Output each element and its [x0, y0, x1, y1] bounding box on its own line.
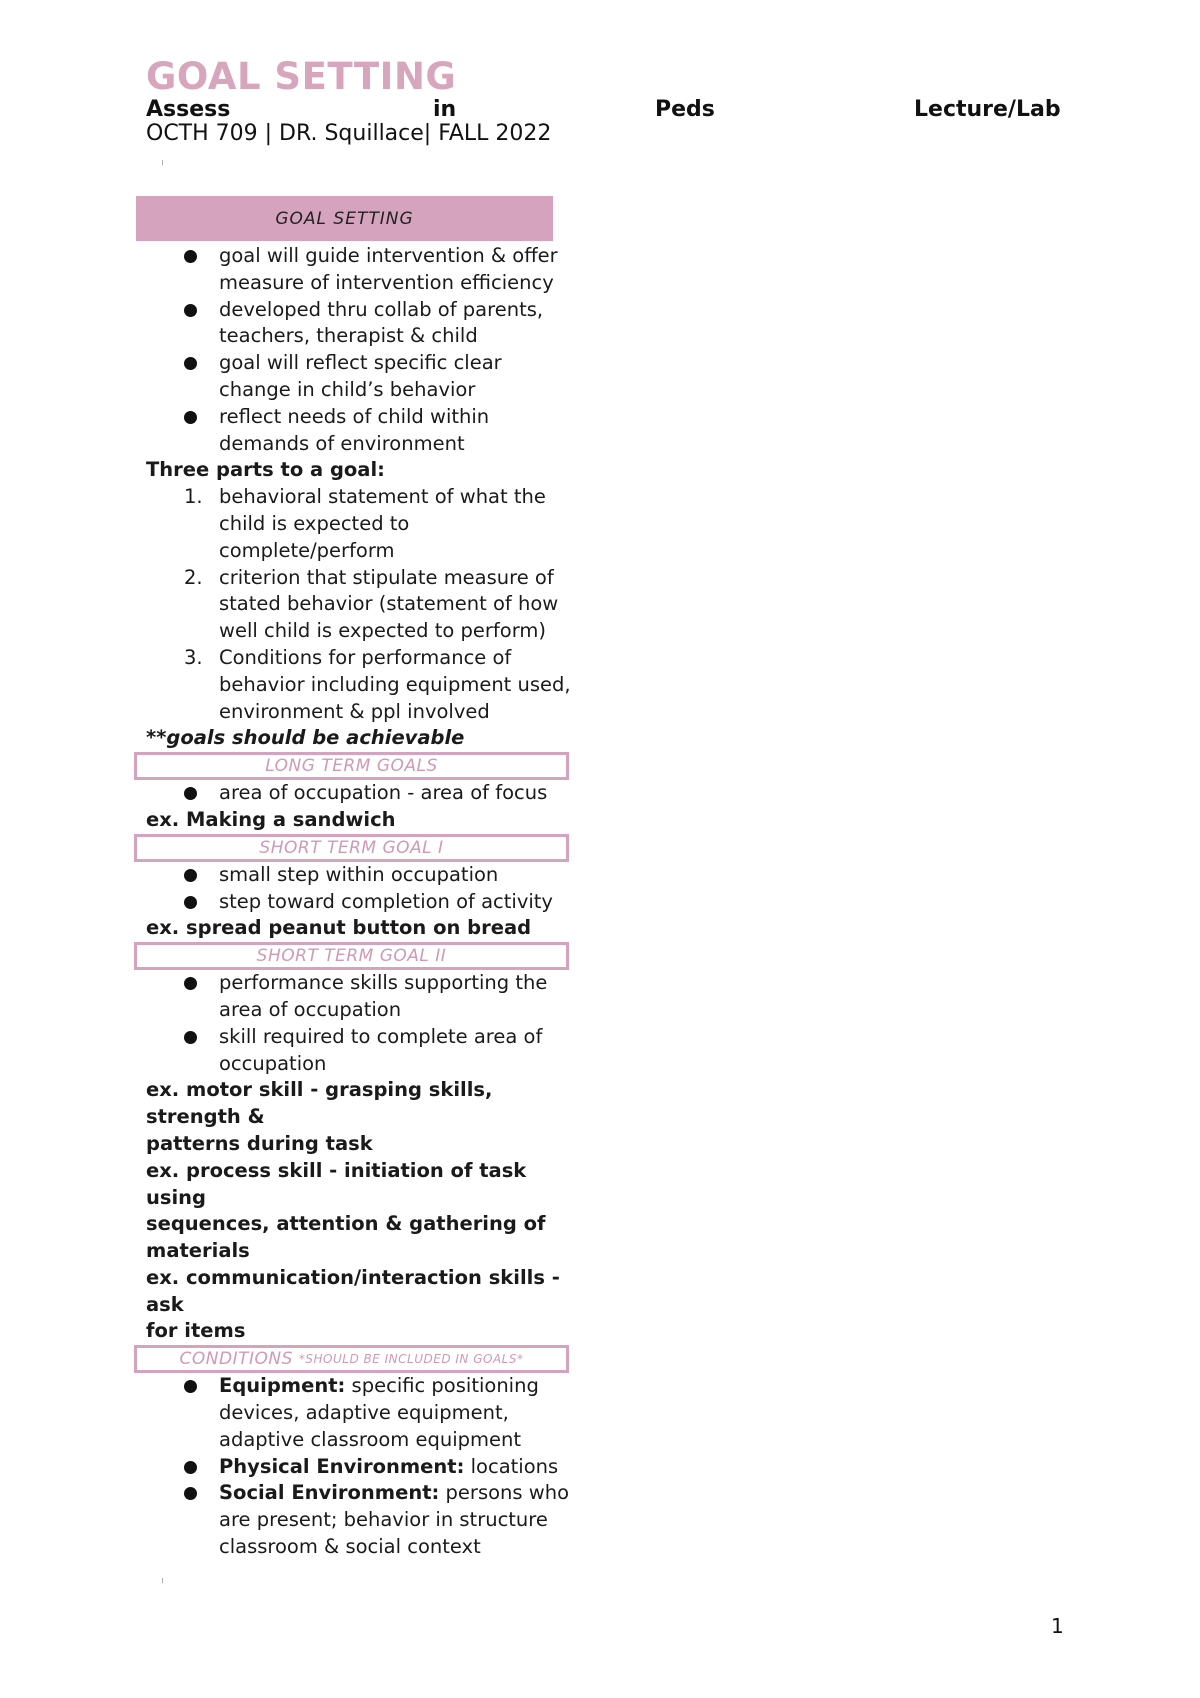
section-heading-short-term-goal-2: SHORT TERM GOAL II [134, 942, 569, 970]
notes-column [146, 196, 586, 1561]
document-title: GOAL SETTING [146, 55, 457, 98]
list-item: goal will guide intervention & offer measure of intervention efficiency [146, 243, 586, 297]
list-item: developed thru collab of parents, teachers, therapist & child [146, 297, 586, 351]
page-number: 1 [1051, 1614, 1064, 1638]
long-term-example: ex. Making a sandwich [146, 807, 396, 831]
conditions-bullets [146, 1373, 586, 1561]
short-term-1-example: ex. spread peanut button on bread [146, 916, 532, 940]
list-item: Equipment: specific positioning devices, adaptive equipment, adaptive classroom equipment [146, 1373, 586, 1453]
list-item: Social Environment: persons who are present; behavior in structure classroom & social context [146, 1480, 586, 1560]
section-heading-short-term-goal-1: SHORT TERM GOAL I [134, 834, 569, 862]
margin-mark-top [162, 160, 163, 165]
short-term-1-bullets [146, 862, 586, 916]
list-item: step toward completion of activity [146, 889, 586, 916]
three-parts-list [146, 484, 586, 725]
long-term-bullets [146, 780, 586, 807]
list-item: small step within occupation [146, 862, 586, 889]
short-term-2-example-line: materials [146, 1239, 250, 1263]
list-item: 3. Conditions for performance of behavior including equipment used, environment & ppl involved [184, 645, 571, 723]
three-parts-label: Three parts to a goal: [146, 458, 385, 482]
short-term-2-example-line: for items [146, 1319, 246, 1343]
list-item: reflect needs of child within demands of environment [146, 404, 586, 458]
short-term-2-example-line: patterns during task [146, 1131, 373, 1155]
conditions-heading-note: *SHOULD BE INCLUDED IN GOALS* [298, 1352, 524, 1367]
header-word-assess: Assess [146, 97, 231, 122]
short-term-2-bullets [146, 970, 586, 1077]
section-heading-long-term-goals: LONG TERM GOALS [134, 752, 569, 780]
list-item: area of occupation - area of focus [146, 780, 586, 807]
section-heading-goal-setting: GOAL SETTING [136, 196, 553, 241]
short-term-2-example-line: ex. process skill - initiation of task using [146, 1158, 527, 1209]
header-word-peds: Peds [655, 97, 715, 122]
list-item: goal will reflect specific clear change in child’s behavior [146, 350, 586, 404]
achievable-note: **goals should be achievable [146, 726, 465, 750]
short-term-2-example-line: ex. communication/interaction skills - ask [146, 1265, 560, 1316]
short-term-2-example-line: sequences, attention & gathering of [146, 1212, 546, 1236]
short-term-2-example-line: ex. motor skill - grasping skills, strength & [146, 1078, 493, 1129]
list-item: performance skills supporting the area of occupation [146, 970, 586, 1024]
list-item: Physical Environment: locations [146, 1454, 586, 1481]
course-subtitle: OCTH 709 | DR. Squillace| FALL 2022 [146, 121, 552, 146]
header-word-in: in [433, 97, 457, 122]
list-item: 1. behavioral statement of what the child is expected to complete/perform [184, 485, 546, 562]
list-item: skill required to complete area of occupation [146, 1024, 586, 1078]
margin-mark-bottom [162, 1578, 163, 1583]
goal-setting-bullets [146, 243, 586, 457]
section-heading-conditions: CONDITIONS *SHOULD BE INCLUDED IN GOALS* [134, 1345, 569, 1373]
list-item: 2. criterion that stipulate measure of stated behavior (statement of how well child is expected to perform) [184, 565, 559, 643]
header-word-lecture-lab: Lecture/Lab [914, 97, 1061, 122]
